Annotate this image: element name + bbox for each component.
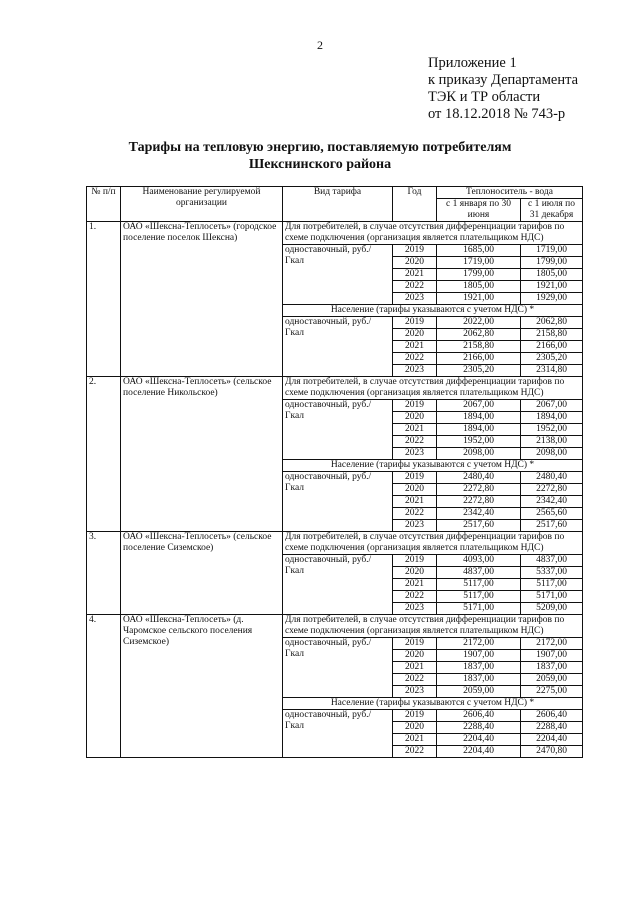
year-cell: 2023 (393, 603, 437, 615)
tariff-value-h1: 2272,80 (437, 484, 521, 496)
tariff-value-h1: 2606,40 (437, 710, 521, 722)
table-row (87, 532, 583, 555)
tariff-value-h1: 1952,00 (437, 436, 521, 448)
tariff-value-h2: 2275,00 (521, 686, 583, 698)
tariff-value-h2: 2062,80 (521, 317, 583, 329)
year-cell: 2021 (393, 269, 437, 281)
tariff-value-h2: 2158,80 (521, 329, 583, 341)
tariff-type: одноставочный, руб./Гкал (283, 555, 393, 615)
consumer-group-note: Для потребителей, в случае отсутствия дифференциации тарифов по схеме подключения (организация является плательщиком НДС) (283, 377, 583, 400)
consumer-group-note: Для потребителей, в случае отсутствия дифференциации тарифов по схеме подключения (организация является плательщиком НДС) (283, 222, 583, 245)
tariff-value-h2: 2098,00 (521, 448, 583, 460)
header-tariff-type: Вид тарифа (283, 187, 393, 222)
year-cell: 2020 (393, 412, 437, 424)
tariff-value-h1: 2067,00 (437, 400, 521, 412)
tariff-value-h1: 5171,00 (437, 603, 521, 615)
tariff-value-h1: 2022,00 (437, 317, 521, 329)
row-number: 2. (87, 377, 121, 532)
appendix-block (428, 55, 578, 123)
tariff-type: одноставочный, руб./Гкал (283, 472, 393, 532)
tariff-value-h1: 2480,40 (437, 472, 521, 484)
year-cell: 2021 (393, 341, 437, 353)
tariff-value-h2: 2565,60 (521, 508, 583, 520)
tariff-value-h2: 5171,00 (521, 591, 583, 603)
tariff-value-h1: 5117,00 (437, 579, 521, 591)
tariff-value-h2: 2305,20 (521, 353, 583, 365)
year-cell: 2022 (393, 591, 437, 603)
tariff-value-h2: 2172,00 (521, 638, 583, 650)
tariff-value-h2: 2314,80 (521, 365, 583, 377)
tariff-value-h2: 2166,00 (521, 341, 583, 353)
title-line: Тарифы на тепловую энергию, поставляемую потребителям (128, 140, 512, 155)
year-cell: 2019 (393, 638, 437, 650)
year-cell: 2021 (393, 662, 437, 674)
tariff-value-h1: 2288,40 (437, 722, 521, 734)
tariff-value-h1: 2098,00 (437, 448, 521, 460)
tariff-value-h1: 1685,00 (437, 245, 521, 257)
year-cell: 2021 (393, 424, 437, 436)
tariff-value-h2: 1805,00 (521, 269, 583, 281)
tariff-value-h2: 1907,00 (521, 650, 583, 662)
tariff-value-h2: 5209,00 (521, 603, 583, 615)
tariff-value-h2: 2288,40 (521, 722, 583, 734)
tariff-value-h1: 1799,00 (437, 269, 521, 281)
consumer-group-note: Население (тарифы указываются с учетом НДС) * (283, 305, 583, 317)
org-name: ОАО «Шексна-Теплосеть» (д. Чаромское сельского поселения Сиземское) (121, 615, 283, 758)
header-org: Наименование регулируемой организации (121, 187, 283, 222)
tariff-value-h2: 2272,80 (521, 484, 583, 496)
tariff-type: одноставочный, руб./Гкал (283, 710, 393, 758)
tariff-value-h1: 1921,00 (437, 293, 521, 305)
tariff-value-h1: 1907,00 (437, 650, 521, 662)
year-cell: 2019 (393, 400, 437, 412)
tariff-value-h1: 2272,80 (437, 496, 521, 508)
tariff-value-h2: 1894,00 (521, 412, 583, 424)
header-carrier: Теплоноситель - вода (437, 187, 583, 199)
row-number: 4. (87, 615, 121, 758)
year-cell: 2022 (393, 674, 437, 686)
tariff-value-h1: 2305,20 (437, 365, 521, 377)
tariff-value-h1: 1805,00 (437, 281, 521, 293)
year-cell: 2019 (393, 317, 437, 329)
tariff-value-h1: 2166,00 (437, 353, 521, 365)
table-row (87, 222, 583, 245)
tariff-type: одноставочный, руб./Гкал (283, 245, 393, 305)
document-title (0, 139, 640, 173)
tariff-value-h2: 1719,00 (521, 245, 583, 257)
row-number: 1. (87, 222, 121, 377)
header-period-1: с 1 января по 30 июня (437, 199, 521, 222)
tariff-value-h1: 1719,00 (437, 257, 521, 269)
tariff-value-h2: 2480,40 (521, 472, 583, 484)
org-name: ОАО «Шексна-Теплосеть» (сельское поселение Никольское) (121, 377, 283, 532)
tariff-value-h1: 2172,00 (437, 638, 521, 650)
appendix-line: ТЭК и ТР области (428, 89, 541, 105)
title-line: Шекснинского района (248, 157, 392, 172)
tariff-value-h2: 5117,00 (521, 579, 583, 591)
page-number: 2 (317, 38, 323, 52)
tariff-value-h2: 2204,40 (521, 734, 583, 746)
tariff-value-h2: 1952,00 (521, 424, 583, 436)
year-cell: 2020 (393, 329, 437, 341)
year-cell: 2019 (393, 245, 437, 257)
appendix-line: к приказу Департамента (428, 72, 579, 88)
org-name: ОАО «Шексна-Теплосеть» (сельское поселение Сиземское) (121, 532, 283, 615)
tariff-value-h1: 1894,00 (437, 424, 521, 436)
year-cell: 2021 (393, 579, 437, 591)
year-cell: 2022 (393, 281, 437, 293)
tariff-value-h1: 2204,40 (437, 734, 521, 746)
tariff-type: одноставочный, руб./Гкал (283, 638, 393, 698)
year-cell: 2023 (393, 520, 437, 532)
tariff-value-h2: 2059,00 (521, 674, 583, 686)
header-year: Год (393, 187, 437, 222)
tariff-type: одноставочный, руб./Гкал (283, 317, 393, 377)
tariff-type: одноставочный, руб./Гкал (283, 400, 393, 460)
tariff-value-h2: 2606,40 (521, 710, 583, 722)
tariff-value-h1: 2204,40 (437, 746, 521, 758)
tariff-value-h1: 1894,00 (437, 412, 521, 424)
header-num: № п/п (87, 187, 121, 222)
tariff-value-h2: 1929,00 (521, 293, 583, 305)
row-number: 3. (87, 532, 121, 615)
year-cell: 2022 (393, 508, 437, 520)
tariff-value-h1: 2517,60 (437, 520, 521, 532)
tariff-value-h1: 4093,00 (437, 555, 521, 567)
year-cell: 2020 (393, 484, 437, 496)
appendix-line: Приложение 1 (428, 55, 517, 71)
tariff-value-h2: 1799,00 (521, 257, 583, 269)
tariff-value-h2: 2470,80 (521, 746, 583, 758)
year-cell: 2020 (393, 722, 437, 734)
tariff-value-h1: 1837,00 (437, 674, 521, 686)
org-name: ОАО «Шексна-Теплосеть» (городское поселение поселок Шексна) (121, 222, 283, 377)
year-cell: 2020 (393, 567, 437, 579)
tariff-value-h1: 2059,00 (437, 686, 521, 698)
year-cell: 2019 (393, 555, 437, 567)
year-cell: 2023 (393, 686, 437, 698)
consumer-group-note: Население (тарифы указываются с учетом НДС) * (283, 460, 583, 472)
tariff-value-h2: 2517,60 (521, 520, 583, 532)
year-cell: 2023 (393, 365, 437, 377)
tariff-value-h2: 1921,00 (521, 281, 583, 293)
table-row (87, 377, 583, 400)
tariff-value-h2: 2342,40 (521, 496, 583, 508)
header-period-2: с 1 июля по 31 декабря (521, 199, 583, 222)
year-cell: 2021 (393, 496, 437, 508)
year-cell: 2022 (393, 436, 437, 448)
tariff-value-h1: 1837,00 (437, 662, 521, 674)
year-cell: 2021 (393, 734, 437, 746)
year-cell: 2022 (393, 353, 437, 365)
year-cell: 2020 (393, 650, 437, 662)
tariff-table (86, 186, 583, 758)
appendix-line: от 18.12.2018 № 743-р (428, 106, 566, 122)
tariff-value-h1: 4837,00 (437, 567, 521, 579)
tariff-value-h2: 2067,00 (521, 400, 583, 412)
consumer-group-note: Для потребителей, в случае отсутствия дифференциации тарифов по схеме подключения (организация является плательщиком НДС) (283, 532, 583, 555)
year-cell: 2019 (393, 710, 437, 722)
tariff-value-h1: 2062,80 (437, 329, 521, 341)
year-cell: 2020 (393, 257, 437, 269)
tariff-value-h2: 4837,00 (521, 555, 583, 567)
consumer-group-note: Для потребителей, в случае отсутствия дифференциации тарифов по схеме подключения (организация является плательщиком НДС) (283, 615, 583, 638)
tariff-value-h2: 2138,00 (521, 436, 583, 448)
tariff-value-h2: 1837,00 (521, 662, 583, 674)
tariff-value-h1: 2158,80 (437, 341, 521, 353)
year-cell: 2023 (393, 448, 437, 460)
tariff-value-h1: 5117,00 (437, 591, 521, 603)
year-cell: 2019 (393, 472, 437, 484)
table-row (87, 615, 583, 638)
year-cell: 2022 (393, 746, 437, 758)
tariff-value-h2: 5337,00 (521, 567, 583, 579)
consumer-group-note: Население (тарифы указываются с учетом НДС) * (283, 698, 583, 710)
tariff-value-h1: 2342,40 (437, 508, 521, 520)
table-body (87, 222, 583, 758)
year-cell: 2023 (393, 293, 437, 305)
